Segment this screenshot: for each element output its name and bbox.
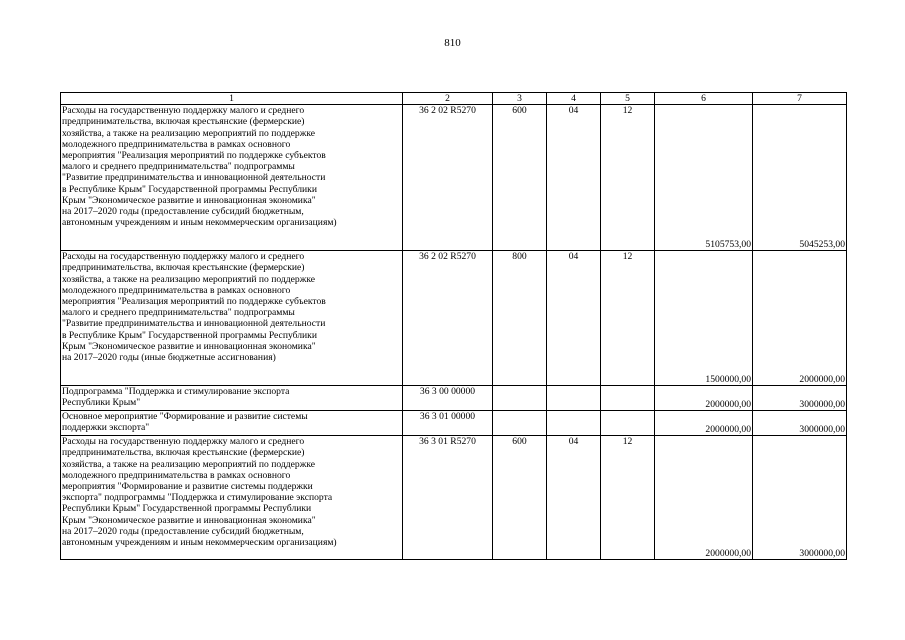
row-col5: 12 [601,251,655,386]
row-description: Расходы на государственную поддержку малого и среднего предпринимательства, включая крестьянские (фермерские) хозяйства, а также на реализацию мероприятий по поддержке молодежного предпринимательства в рамках основного мероприятия "Формирование и развитие системы поддержки экспорта" подпрограммы "Поддержка и стимулирование экспорта Республики Крым" Государственной программы Республики Крым "Экономическое развитие и инновационная экономика" на 2017–2020 годы (предоставление субсидий бюджетным, автономным учреждениям и иным некоммерческим организациям) [61,436,403,560]
row-code: 36 3 01 R5270 [403,436,493,560]
page-number: 810 [444,37,461,49]
row-col3: 800 [493,251,547,386]
row-code: 36 2 02 R5270 [403,105,493,251]
table-row [61,386,847,411]
row-amount-6: 2000000,00 [655,411,753,436]
row-description: Расходы на государственную поддержку малого и среднего предпринимательства, включая крестьянские (фермерские) хозяйства, а также на реализацию мероприятий по поддержке молодежного предпринимательства в рамках основного мероприятия "Реализация мероприятий по поддержке субъектов малого и среднего предпринимательства" подпрограммы "Развитие предпринимательства и инновационной деятельности в Республике Крым" Государственной программы Республики Крым "Экономическое развитие и инновационная экономика" на 2017–2020 годы (иные бюджетные ассигнования) [61,251,403,386]
row-amount-7: 3000000,00 [753,386,847,411]
row-code: 36 3 00 00000 [403,386,493,411]
row-col3 [493,386,547,411]
column-header: 7 [753,93,847,105]
row-col4: 04 [547,105,601,251]
row-amount-7: 5045253,00 [753,105,847,251]
row-amount-6: 2000000,00 [655,436,753,560]
row-description: Основное мероприятие "Формирование и развитие системы поддержки экспорта" [61,411,403,436]
row-amount-7: 3000000,00 [753,436,847,560]
row-description: Подпрограмма "Поддержка и стимулирование экспорта Республики Крым" [61,386,403,411]
table-row [61,251,847,386]
column-header: 6 [655,93,753,105]
row-amount-7: 3000000,00 [753,411,847,436]
row-description: Расходы на государственную поддержку малого и среднего предпринимательства, включая крестьянские (фермерские) хозяйства, а также на реализацию мероприятий по поддержке молодежного предпринимательства в рамках основного мероприятия "Реализация мероприятий по поддержке субъектов малого и среднего предпринимательства" подпрограммы "Развитие предпринимательства и инновационной деятельности в Республике Крым" Государственной программы Республики Крым "Экономическое развитие и инновационная экономика" на 2017–2020 годы (предоставление субсидий бюджетным, автономным учреждениям и иным некоммерческим организациям) [61,105,403,251]
row-col3 [493,411,547,436]
row-amount-6: 2000000,00 [655,386,753,411]
row-code: 36 2 02 R5270 [403,251,493,386]
row-col4: 04 [547,436,601,560]
row-col5 [601,386,655,411]
row-col4: 04 [547,251,601,386]
table-row [61,105,847,251]
row-amount-6: 1500000,00 [655,251,753,386]
budget-table [60,92,847,560]
table-row [61,411,847,436]
column-header: 3 [493,93,547,105]
row-col5: 12 [601,105,655,251]
column-header: 4 [547,93,601,105]
row-col4 [547,411,601,436]
column-header: 5 [601,93,655,105]
column-header: 1 [61,93,403,105]
table-header-row [61,93,847,105]
row-col5 [601,411,655,436]
row-amount-7: 2000000,00 [753,251,847,386]
table-row [61,436,847,560]
row-col5: 12 [601,436,655,560]
row-col3: 600 [493,436,547,560]
row-amount-6: 5105753,00 [655,105,753,251]
row-col3: 600 [493,105,547,251]
column-header: 2 [403,93,493,105]
row-code: 36 3 01 00000 [403,411,493,436]
row-col4 [547,386,601,411]
